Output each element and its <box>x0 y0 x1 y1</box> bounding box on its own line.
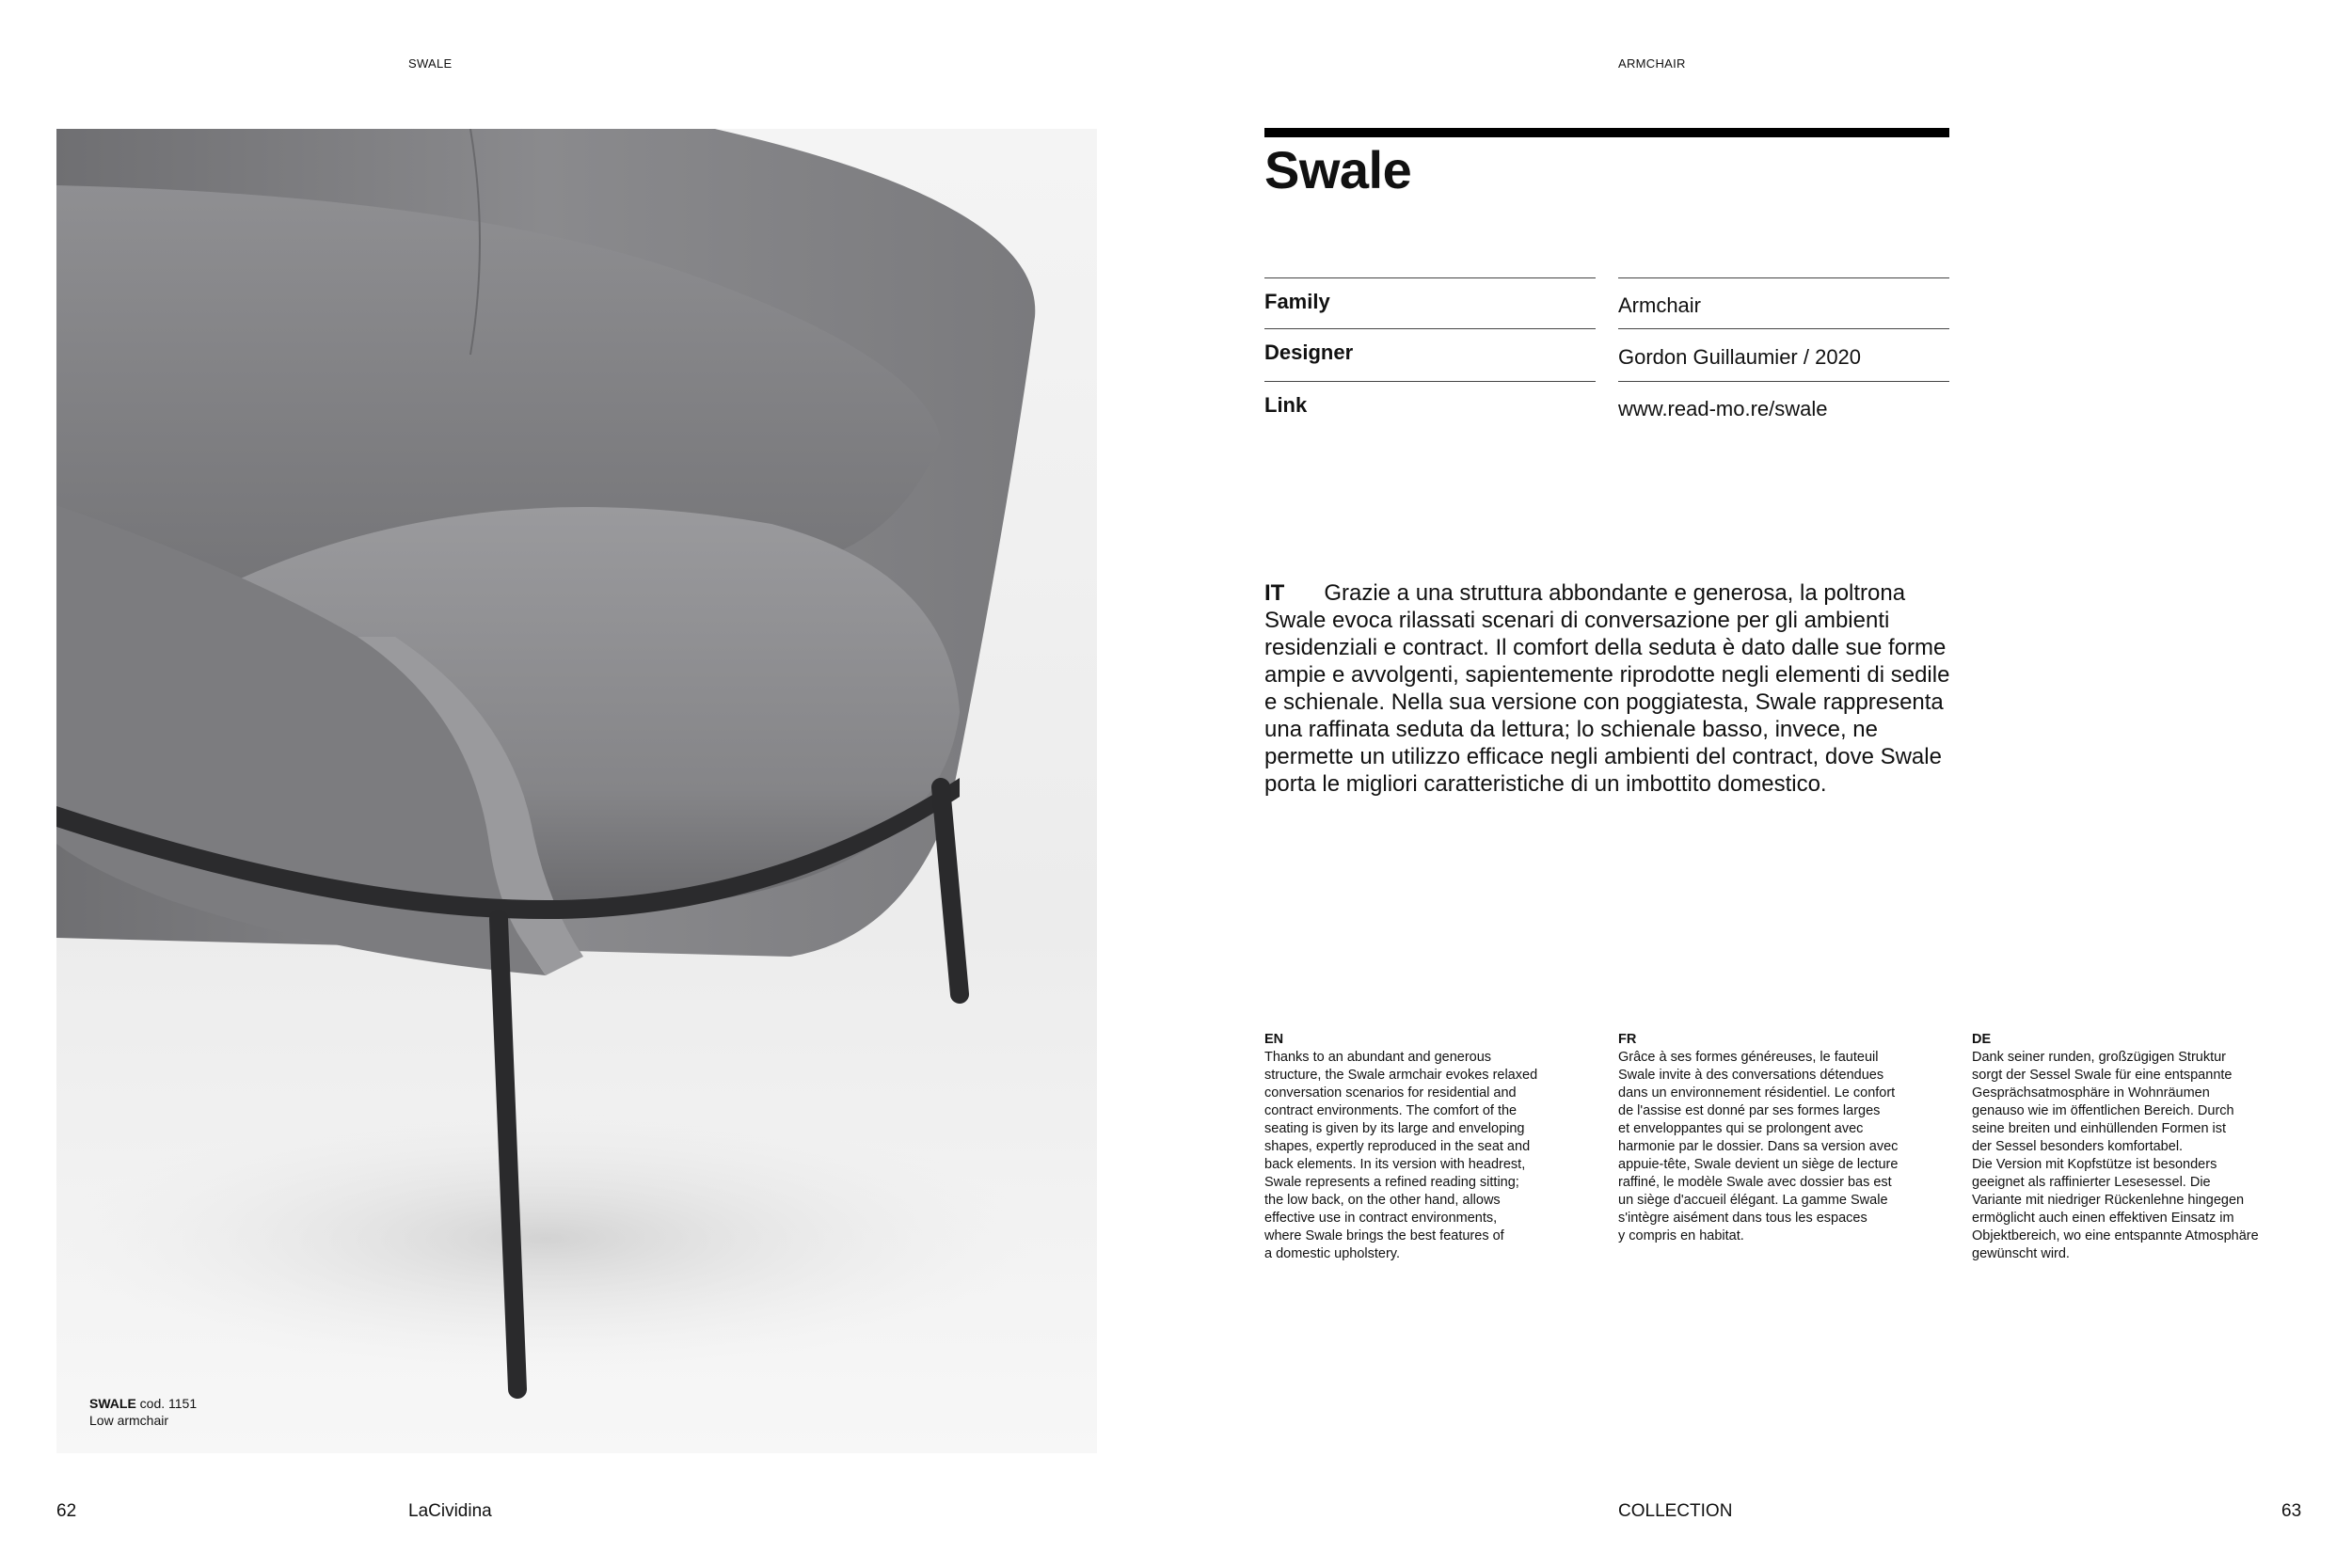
section-label: COLLECTION <box>1618 1501 1733 1521</box>
description-de-text: Dank seiner runden, großzügigen Struktur sorgt der Sessel Swale für eine entspannte Gesprächsatmosphäre in Wohnräumen genauso wie im öffentlichen Bereich. Durch seine breiten und einhüllenden Formen ist der Sessel besonders komfortabel. Die Version mit Kopfstütze ist besonders geeignet als raffinierter Lesesessel. Die Variante mit niedriger Rückenlehne hingegen ermöglicht auch einen effektiven Einsatz im Objektbereich, wo eine entspannte Atmosphäre gewünscht wird. <box>1972 1050 2259 1261</box>
title-rule <box>1264 128 1949 137</box>
spec-rule <box>1618 277 1949 278</box>
language-tag-it: IT <box>1264 580 1285 606</box>
armchair-photo <box>56 129 1097 1453</box>
spec-value-designer: Gordon Guillaumier / 2020 <box>1618 345 1862 369</box>
spec-value-family: Armchair <box>1618 293 1702 317</box>
description-it-text: Grazie a una struttura abbondante e generosa, la poltrona Swale evoca rilassati scenari di conversazione per gli ambienti residenziali e contract. Il comfort della seduta è dato dalle sue forme ampie e avvolgenti, sapientemente riprodotte negli elementi di sedile e schienale. Nella sua versione con poggiatesta, Swale rappresenta una raffinata seduta da lettura; lo schienale basso, invece, ne permette un utilizzo efficace negli ambienti del contract, dove Swale porta le migliori caratteristiche di un imbottito domestico. <box>1264 580 1950 797</box>
page-number-left: 62 <box>56 1501 77 1521</box>
description-de <box>1972 1031 2311 1263</box>
spec-label-designer: Designer <box>1264 341 1354 364</box>
spec-label-family: Family <box>1264 290 1330 313</box>
spec-link[interactable]: www.read-mo.re/swale <box>1618 397 1828 420</box>
page-number-right: 63 <box>2281 1501 2302 1521</box>
spec-rule <box>1264 381 1596 382</box>
spec-rule <box>1264 328 1596 329</box>
spec-rule <box>1264 277 1596 278</box>
description-en-text: Thanks to an abundant and generous structure, the Swale armchair evokes relaxed conversation scenarios for residential and contract environments. The comfort of the seating is given by its large and enveloping shapes, expertly reproduced in the seat and back elements. In its version with headrest, Swale represents a refined reading sitting; the low back, on the other hand, allows effective use in contract environments, where Swale brings the best features of a domestic upholstery. <box>1264 1050 1538 1261</box>
language-tag-de: DE <box>1972 1032 1992 1047</box>
publisher-label: LaCividina <box>408 1501 492 1521</box>
product-title: Swale <box>1264 140 1412 199</box>
spec-rule <box>1618 328 1949 329</box>
description-fr-text: Grâce à ses formes généreuses, le fauteuil Swale invite à des conversations détendues dans un environnement résidentiel. Le confort de l'assise est donné par ses formes larges et enveloppantes qui se prolongent avec harmonie par le dossier. Dans sa version avec appuie-tête, Swale devient un siège de lecture raffiné, le modèle Swale avec dossier bas est un siège d'accueil élégant. La gamme Swale s'intègre aisément dans tous les espaces y compris en habitat. <box>1618 1050 1899 1243</box>
photo-caption <box>89 1395 197 1429</box>
language-tag-en: EN <box>1264 1032 1284 1047</box>
description-fr <box>1618 1031 1957 1245</box>
description-en <box>1264 1031 1603 1263</box>
caption-code: cod. 1151 <box>135 1396 198 1411</box>
product-photo <box>56 129 1097 1453</box>
left-running-head: SWALE <box>408 56 453 71</box>
language-tag-fr: FR <box>1618 1032 1637 1047</box>
spec-rule <box>1618 381 1949 382</box>
spec-label-link: Link <box>1264 393 1308 417</box>
caption-product-name: SWALE <box>89 1396 136 1411</box>
caption-description: Low armchair <box>89 1413 169 1428</box>
right-running-head: ARMCHAIR <box>1618 56 1686 71</box>
description-it <box>1264 579 1961 798</box>
